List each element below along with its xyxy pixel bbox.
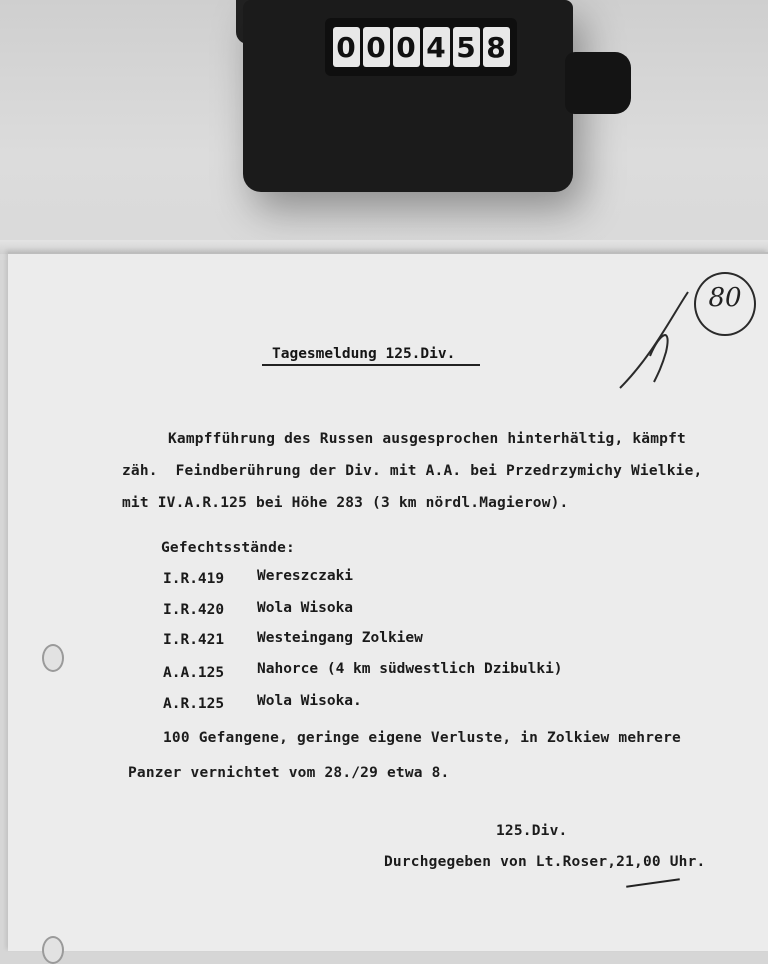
paragraph-line: Panzer vernichtet vom 28./29 etwa 8.	[128, 765, 450, 781]
punch-hole	[42, 644, 64, 672]
counter-digit: 4	[423, 27, 450, 67]
transmission-note: Durchgegeben von Lt.Roser,21,00 Uhr.	[384, 854, 706, 870]
punch-hole	[42, 936, 64, 964]
paragraph-line: 100 Gefangene, geringe eigene Verluste, in Zolkiew mehrere	[163, 730, 681, 746]
stand-unit: A.R.125	[163, 696, 225, 712]
counter-knob	[565, 52, 631, 114]
counter-digit: 0	[333, 27, 360, 67]
counter-digit: 5	[453, 27, 480, 67]
paragraph-line: Kampfführung des Russen ausgesprochen hinterhältig, kämpft	[168, 431, 686, 447]
stand-location: Wola Wisoka	[257, 600, 354, 616]
signature-unit: 125.Div.	[496, 823, 568, 839]
stand-location: Westeingang Zolkiew	[257, 630, 423, 646]
counter-digit: 8	[483, 27, 510, 67]
stand-unit: I.R.420	[163, 602, 225, 618]
counter-display	[325, 18, 517, 76]
handwritten-mark-icon	[612, 286, 692, 396]
stand-location: Wola Wisoka.	[257, 693, 362, 709]
document-heading: Tagesmeldung 125.Div.	[272, 346, 456, 362]
page-number: 80	[708, 283, 742, 313]
stand-location: Wereszczaki	[257, 568, 354, 584]
stand-unit: A.A.125	[163, 665, 225, 681]
stands-label: Gefechtsstände:	[161, 540, 295, 556]
stand-unit: I.R.419	[163, 571, 225, 587]
heading-underline	[262, 364, 480, 366]
paragraph-line: mit IV.A.R.125 bei Höhe 283 (3 km nördl.Magierow).	[122, 495, 569, 511]
stand-location: Nahorce (4 km südwestlich Dzibulki)	[257, 661, 563, 677]
counter-digit: 0	[393, 27, 420, 67]
stand-unit: I.R.421	[163, 632, 225, 648]
counter-digit: 0	[363, 27, 390, 67]
paragraph-line: zäh. Feindberührung der Div. mit A.A. bei Przedrzymichy Wielkie,	[122, 463, 703, 479]
